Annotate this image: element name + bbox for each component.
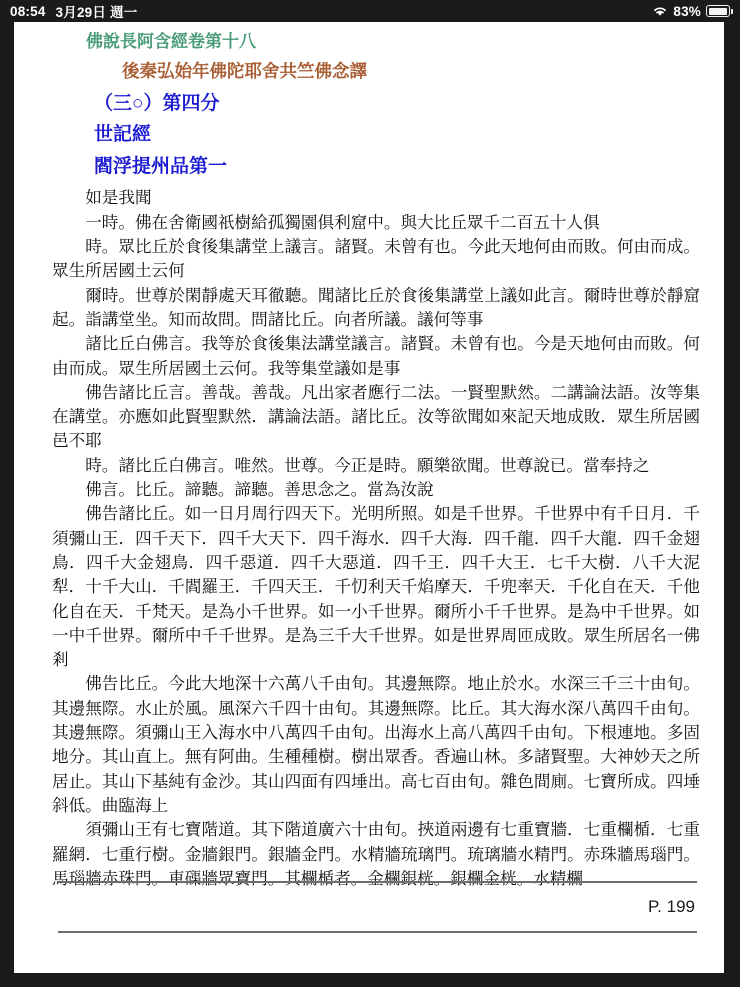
battery-percent-label: 83% <box>673 3 701 19</box>
page-content <box>14 22 724 973</box>
paragraph: 佛言。比丘。諦聽。諦聽。善思念之。當為汝說 <box>85 480 434 500</box>
paragraph: 須彌山王有七寶階道。其下階道廣六十由旬。挾道兩邊有七重寶牆．七重欄楯．七重羅網．七重行樹。金牆銀門。銀牆金門。水精牆琉璃門。琉璃牆水精門。赤珠牆馬瑙門。馬瑙牆赤珠門。車磲牆眾寶門。其欄楯者。金欄銀桄。銀欄金桄。水精欄 <box>52 820 700 888</box>
document-page[interactable] <box>14 22 724 973</box>
paragraph: 佛告比丘。今此大地深十六萬八千由旬。其邊無際。地止於水。水深三千三十由旬。其邊無際。水止於風。風深六千四十由旬。其邊無際。比丘。其大海水深八萬四千由旬。其邊無際。須彌山王入海水中八萬四千由旬。出海水上高八萬四千由旬。下根連地。多固地分。其山直上。無有阿曲。生種種樹。樹出眾香。香遍山林。多諸賢聖。大神妙天之所居止。其山下基純有金沙。其山四面有四埵出。高七百由旬。雜色間廁。七寶所成。四埵斜低。曲臨海上 <box>52 674 700 815</box>
paragraph: 佛告諸比丘。如一日月周行四天下。光明所照。如是千世界。千世界中有千日月．千須彌山王．四千天下．四千大天下．四千海水．四千大海．四千龍．四千大龍．四千金翅鳥．四千大金翅鳥．四千惡道．四千大惡道．四千王．四千大王．七千大樹．八千大泥犁．十千大山．千閻羅王．千四天王．千忉利天千焰摩天．千兜率天．千化自在天．千他化自在天．千梵天。是為小千世界。如一小千世界。爾所小千千世界。是為中千世界。如一中千世界。爾所中千千世界。是為三千大千世界。如是世界周匝成敗。眾生所居名一佛剎 <box>52 504 700 670</box>
footer-rule-bottom <box>58 931 697 933</box>
sutra-title: 佛說長阿含經卷第十八 <box>86 32 256 51</box>
status-date: 3月29日 週一 <box>55 5 138 20</box>
footer-row <box>58 883 697 931</box>
division-heading: （三○）第四分 <box>94 92 220 114</box>
battery-fill <box>709 8 727 15</box>
paragraph: 時。眾比丘於食後集講堂上議言。諸賢。未曾有也。今此天地何由而敗。何由而成。眾生所居國土云何 <box>52 237 700 281</box>
battery-icon <box>706 5 730 17</box>
sutra-body <box>24 186 714 891</box>
sutra-name-heading: 世記經 <box>94 124 152 146</box>
paragraph: 爾時。世尊於閑靜處天耳徹聽。聞諸比丘於食後集講堂上議如此言。爾時世尊於靜窟起。詣講堂坐。知而故問。問諸比丘。向者所議。議何等事 <box>52 285 700 329</box>
status-time: 08:54 <box>10 3 46 19</box>
wifi-icon <box>652 5 668 17</box>
paragraph: 一時。佛在舍衛國祇樹給孤獨園俱利窟中。與大比丘眾千二百五十人俱 <box>85 212 600 232</box>
translator-line: 後秦弘始年佛陀耶舍共竺佛念譯 <box>122 60 367 81</box>
page-footer <box>58 881 697 935</box>
page-number: P. 199 <box>648 897 695 916</box>
status-bar-right <box>652 4 730 19</box>
paragraph: 如是我聞 <box>85 188 152 208</box>
paragraph: 諸比丘白佛言。我等於食後集法講堂議言。諸賢。未曾有也。今是天地何由而敗。何由而成。眾生所居國土云何。我等集堂議如是事 <box>52 334 700 378</box>
status-bar <box>0 0 740 22</box>
paragraph: 佛告諸比丘言。善哉。善哉。凡出家者應行二法。一賢聖默然。二講論法語。汝等集在講堂。亦應如此賢聖默然．講論法語。諸比丘。汝等欲聞如來記天地成敗．眾生所居國邑不耶 <box>52 382 700 451</box>
chapter-heading: 閻浮提州品第一 <box>94 155 228 177</box>
status-bar-left <box>10 1 137 21</box>
paragraph: 時。諸比丘白佛言。唯然。世尊。今正是時。願樂欲聞。世尊說已。當奉持之 <box>85 455 650 475</box>
